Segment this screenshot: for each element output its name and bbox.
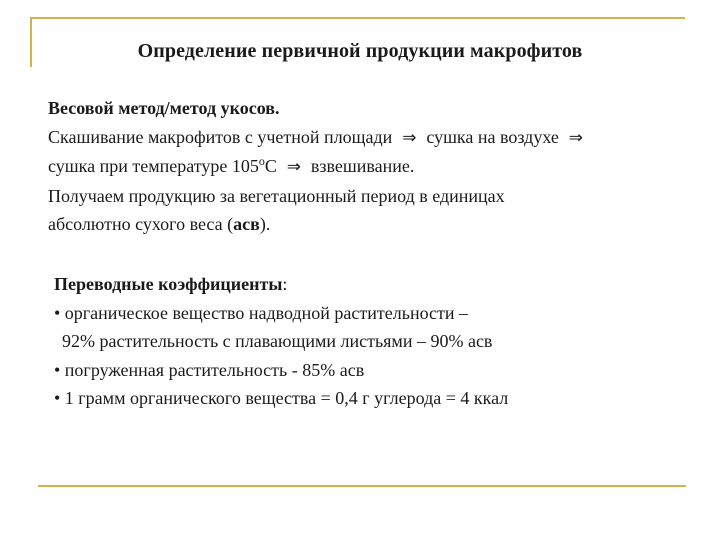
method-line-2 <box>48 123 593 153</box>
method-heading: Весовой метод/метод укосов. <box>48 98 280 118</box>
coefficients-section <box>54 270 508 413</box>
asv-abbreviation: асв <box>233 214 260 234</box>
coefficients-heading-colon: : <box>282 274 288 294</box>
method-line-4: Получаем продукцию за вегетационный период в единицах <box>48 185 505 206</box>
implies-arrow-icon: ⇒ <box>568 127 583 148</box>
frame-top-rule <box>30 17 685 19</box>
degree-superscript: о <box>258 154 265 168</box>
slide-title: Определение первичной продукции макрофитов <box>137 40 583 62</box>
method-line-5 <box>48 210 593 239</box>
method-line-3-text-b: С <box>264 156 277 176</box>
method-line-2-text-b: сушка на воздухе <box>426 126 559 147</box>
coefficient-item: • 1 грамм органического вещества = 0,4 г углерода = 4 ккал <box>54 388 509 408</box>
coefficient-item: • органическое вещество надводной растительности – <box>54 302 469 323</box>
method-line-3 <box>48 152 593 182</box>
coefficient-item: • погруженная растительность - 85% асв <box>54 359 365 380</box>
implies-arrow-icon: ⇒ <box>402 127 417 148</box>
method-line-2-text-a: Скашивание макрофитов с учетной площади <box>48 126 393 147</box>
coefficient-item: 92% растительность с плавающими листьями – 90% асв <box>62 331 493 351</box>
method-section <box>48 94 593 239</box>
coefficients-heading: Переводные коэффициенты <box>54 274 283 294</box>
coefficients-heading-line <box>54 270 508 299</box>
frame-bottom-rule <box>38 485 686 487</box>
method-line-3-text-c: взвешивание. <box>310 156 415 176</box>
method-line-3-text-a: сушка при температуре 105 <box>48 156 259 176</box>
method-line-5-text-b: ). <box>259 214 271 234</box>
method-line-5-text-a: абсолютно сухого веса ( <box>48 214 234 234</box>
implies-arrow-icon: ⇒ <box>286 157 301 177</box>
